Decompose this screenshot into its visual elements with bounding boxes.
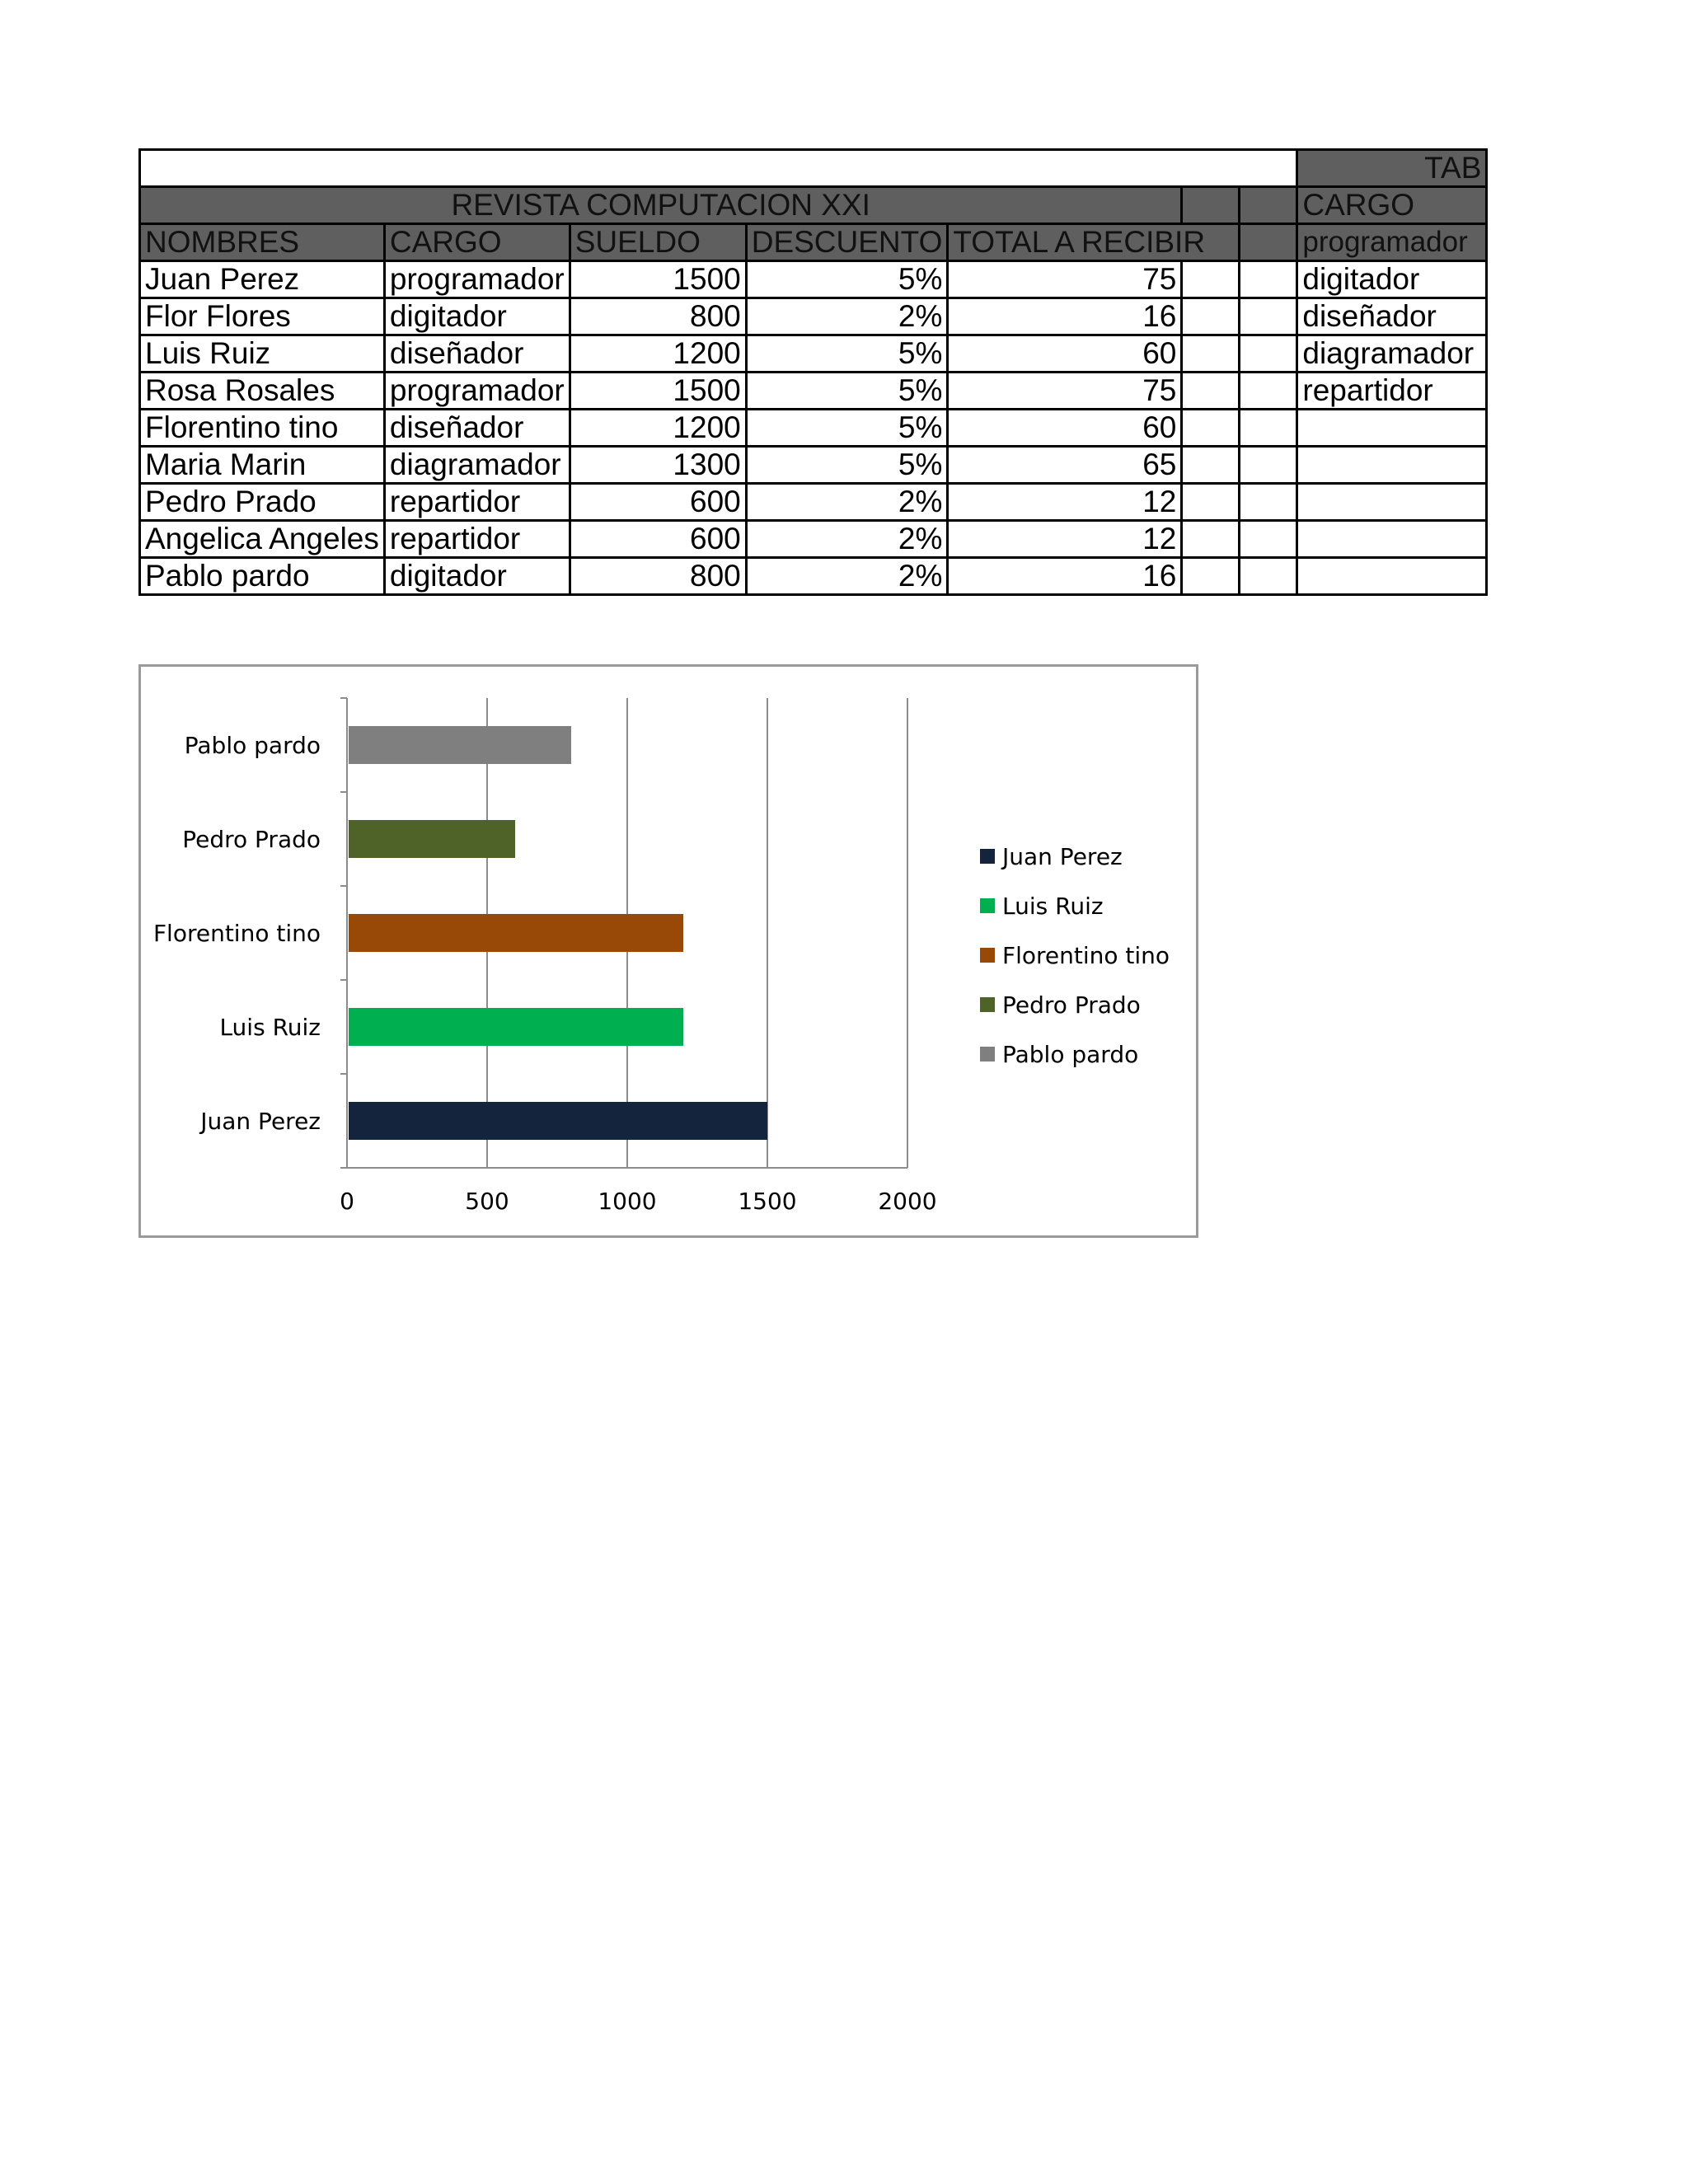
- cell-sueldo[interactable]: 600: [570, 484, 746, 521]
- bar-pedro-prado: [349, 820, 515, 858]
- cell-sueldo[interactable]: 1300: [570, 447, 746, 484]
- legend-item: [980, 832, 1170, 881]
- cell-cargo[interactable]: diagramador: [384, 447, 570, 484]
- table-row: [140, 521, 1487, 558]
- cell-total[interactable]: 60: [948, 335, 1182, 373]
- cell-empty[interactable]: [1182, 410, 1240, 447]
- cell-total[interactable]: 65: [948, 447, 1182, 484]
- y-category-label: Pedro Prado: [182, 826, 321, 853]
- cell-empty[interactable]: [1182, 484, 1240, 521]
- cell-empty[interactable]: [1182, 447, 1240, 484]
- cell-cargo[interactable]: programador: [384, 261, 570, 298]
- legend-item: [980, 980, 1170, 1029]
- cell-empty[interactable]: [1182, 298, 1240, 335]
- legend-label: Florentino tino: [1002, 941, 1170, 969]
- header-descuento[interactable]: DESCUENTO: [746, 224, 948, 261]
- cell-sueldo[interactable]: 1200: [570, 335, 746, 373]
- cell-descuento[interactable]: 5%: [746, 335, 948, 373]
- table-title-cell[interactable]: REVISTA COMPUTACION XXI: [140, 187, 1182, 224]
- spreadsheet-table: [138, 148, 1488, 596]
- cell-cargo[interactable]: digitador: [384, 298, 570, 335]
- cell-cargo[interactable]: digitador: [384, 558, 570, 595]
- cell-sueldo[interactable]: 800: [570, 558, 746, 595]
- cell-side-item[interactable]: [1297, 484, 1487, 521]
- table-row: [140, 447, 1487, 484]
- cell-empty[interactable]: [1182, 558, 1240, 595]
- cell-nombre[interactable]: Rosa Rosales: [140, 373, 385, 410]
- legend-swatch: [980, 1047, 995, 1062]
- cell-sueldo[interactable]: 1500: [570, 373, 746, 410]
- cell-cargo[interactable]: diseñador: [384, 335, 570, 373]
- cell-nombre[interactable]: Pedro Prado: [140, 484, 385, 521]
- cell-total[interactable]: 16: [948, 558, 1182, 595]
- cell-empty[interactable]: [1240, 410, 1297, 447]
- cell-nombre[interactable]: Luis Ruiz: [140, 335, 385, 373]
- cell-total[interactable]: 12: [948, 484, 1182, 521]
- cell-empty[interactable]: [1182, 521, 1240, 558]
- cell-nombre[interactable]: Angelica Angeles: [140, 521, 385, 558]
- cell-sueldo[interactable]: 600: [570, 521, 746, 558]
- table-row: [140, 484, 1487, 521]
- cell-empty[interactable]: [1240, 484, 1297, 521]
- cell-side-item[interactable]: [1297, 558, 1487, 595]
- cell-nombre[interactable]: Juan Perez: [140, 261, 385, 298]
- cell-empty[interactable]: [1240, 373, 1297, 410]
- bar-luis-ruiz: [349, 1008, 683, 1046]
- header-sueldo[interactable]: SUELDO: [570, 224, 746, 261]
- x-tick-label: 1500: [738, 1188, 797, 1215]
- table-row: [140, 373, 1487, 410]
- blank-cell[interactable]: [140, 150, 1297, 187]
- tab-label-cell[interactable]: TAB: [1297, 150, 1487, 187]
- cell-empty[interactable]: [1240, 261, 1297, 298]
- chart-legend: [980, 832, 1170, 1079]
- header-nombres[interactable]: NOMBRES: [140, 224, 385, 261]
- cell-total[interactable]: 12: [948, 521, 1182, 558]
- cell-descuento[interactable]: 5%: [746, 373, 948, 410]
- cell-empty[interactable]: [1240, 558, 1297, 595]
- cell-descuento[interactable]: 2%: [746, 298, 948, 335]
- legend-swatch: [980, 898, 995, 913]
- cell-side-item[interactable]: [1297, 447, 1487, 484]
- cell-total[interactable]: 75: [948, 373, 1182, 410]
- cell-side-item[interactable]: [1297, 521, 1487, 558]
- bar-pablo-pardo: [349, 726, 571, 764]
- cell-empty[interactable]: [1182, 335, 1240, 373]
- cell-total[interactable]: 16: [948, 298, 1182, 335]
- cell-total[interactable]: 60: [948, 410, 1182, 447]
- legend-swatch: [980, 849, 995, 864]
- table-row: [140, 335, 1487, 373]
- cell-empty[interactable]: [1240, 298, 1297, 335]
- cell-descuento[interactable]: 5%: [746, 447, 948, 484]
- cell-empty[interactable]: [1182, 261, 1240, 298]
- legend-swatch: [980, 948, 995, 963]
- cell-descuento[interactable]: 2%: [746, 484, 948, 521]
- y-category-label: Juan Perez: [200, 1108, 321, 1135]
- legend-item: [980, 1029, 1170, 1079]
- cell-nombre[interactable]: Maria Marin: [140, 447, 385, 484]
- cell-sueldo[interactable]: 800: [570, 298, 746, 335]
- cell-descuento[interactable]: 2%: [746, 558, 948, 595]
- cell-nombre[interactable]: Pablo pardo: [140, 558, 385, 595]
- y-category-label: Luis Ruiz: [219, 1014, 321, 1041]
- bar-chart[interactable]: [138, 664, 1198, 1238]
- bar-juan-perez: [349, 1102, 767, 1140]
- empty-header-cell[interactable]: [1240, 187, 1297, 224]
- legend-label: Pedro Prado: [1002, 991, 1141, 1019]
- cell-nombre[interactable]: Florentino tino: [140, 410, 385, 447]
- cell-side-item[interactable]: diseñador: [1297, 298, 1487, 335]
- legend-label: Juan Perez: [1002, 842, 1123, 870]
- x-tick-label: 0: [340, 1188, 354, 1215]
- table-row: [140, 558, 1487, 595]
- empty-header-cell[interactable]: [1182, 187, 1240, 224]
- y-category-label: Pablo pardo: [184, 732, 321, 759]
- x-tick-label: 500: [465, 1188, 509, 1215]
- cell-sueldo[interactable]: 1500: [570, 261, 746, 298]
- table-row: [140, 298, 1487, 335]
- legend-item: [980, 881, 1170, 930]
- cell-empty[interactable]: [1240, 335, 1297, 373]
- legend-item: [980, 930, 1170, 980]
- cell-empty[interactable]: [1240, 521, 1297, 558]
- cell-descuento[interactable]: 2%: [746, 521, 948, 558]
- table-row: [140, 410, 1487, 447]
- cell-cargo[interactable]: repartidor: [384, 521, 570, 558]
- cell-empty[interactable]: [1182, 373, 1240, 410]
- cell-nombre[interactable]: Flor Flores: [140, 298, 385, 335]
- header-total[interactable]: TOTAL A RECIBIR: [948, 224, 1240, 261]
- y-category-label: Florentino tino: [152, 920, 321, 947]
- cell-descuento[interactable]: 5%: [746, 261, 948, 298]
- header-cargo[interactable]: CARGO: [384, 224, 570, 261]
- side-header-cell[interactable]: CARGO: [1297, 187, 1487, 224]
- x-tick-label: 1000: [598, 1188, 657, 1215]
- cell-cargo[interactable]: programador: [384, 373, 570, 410]
- legend-label: Pablo pardo: [1002, 1040, 1139, 1068]
- cell-descuento[interactable]: 5%: [746, 410, 948, 447]
- cell-sueldo[interactable]: 1200: [570, 410, 746, 447]
- cell-empty[interactable]: [1240, 447, 1297, 484]
- legend-swatch: [980, 997, 995, 1012]
- cell-cargo[interactable]: diseñador: [384, 410, 570, 447]
- bar-florentino-tino: [349, 914, 683, 952]
- empty-header-cell[interactable]: [1240, 224, 1297, 261]
- cell-total[interactable]: 75: [948, 261, 1182, 298]
- table-row: [140, 261, 1487, 298]
- cell-side-item[interactable]: diagramador: [1297, 335, 1487, 373]
- legend-label: Luis Ruiz: [1002, 892, 1104, 920]
- cell-side-item[interactable]: digitador: [1297, 261, 1487, 298]
- cell-side-item[interactable]: [1297, 410, 1487, 447]
- side-item-cell[interactable]: programador: [1297, 224, 1487, 261]
- cell-side-item[interactable]: repartidor: [1297, 373, 1487, 410]
- cell-cargo[interactable]: repartidor: [384, 484, 570, 521]
- x-tick-label: 2000: [878, 1188, 937, 1215]
